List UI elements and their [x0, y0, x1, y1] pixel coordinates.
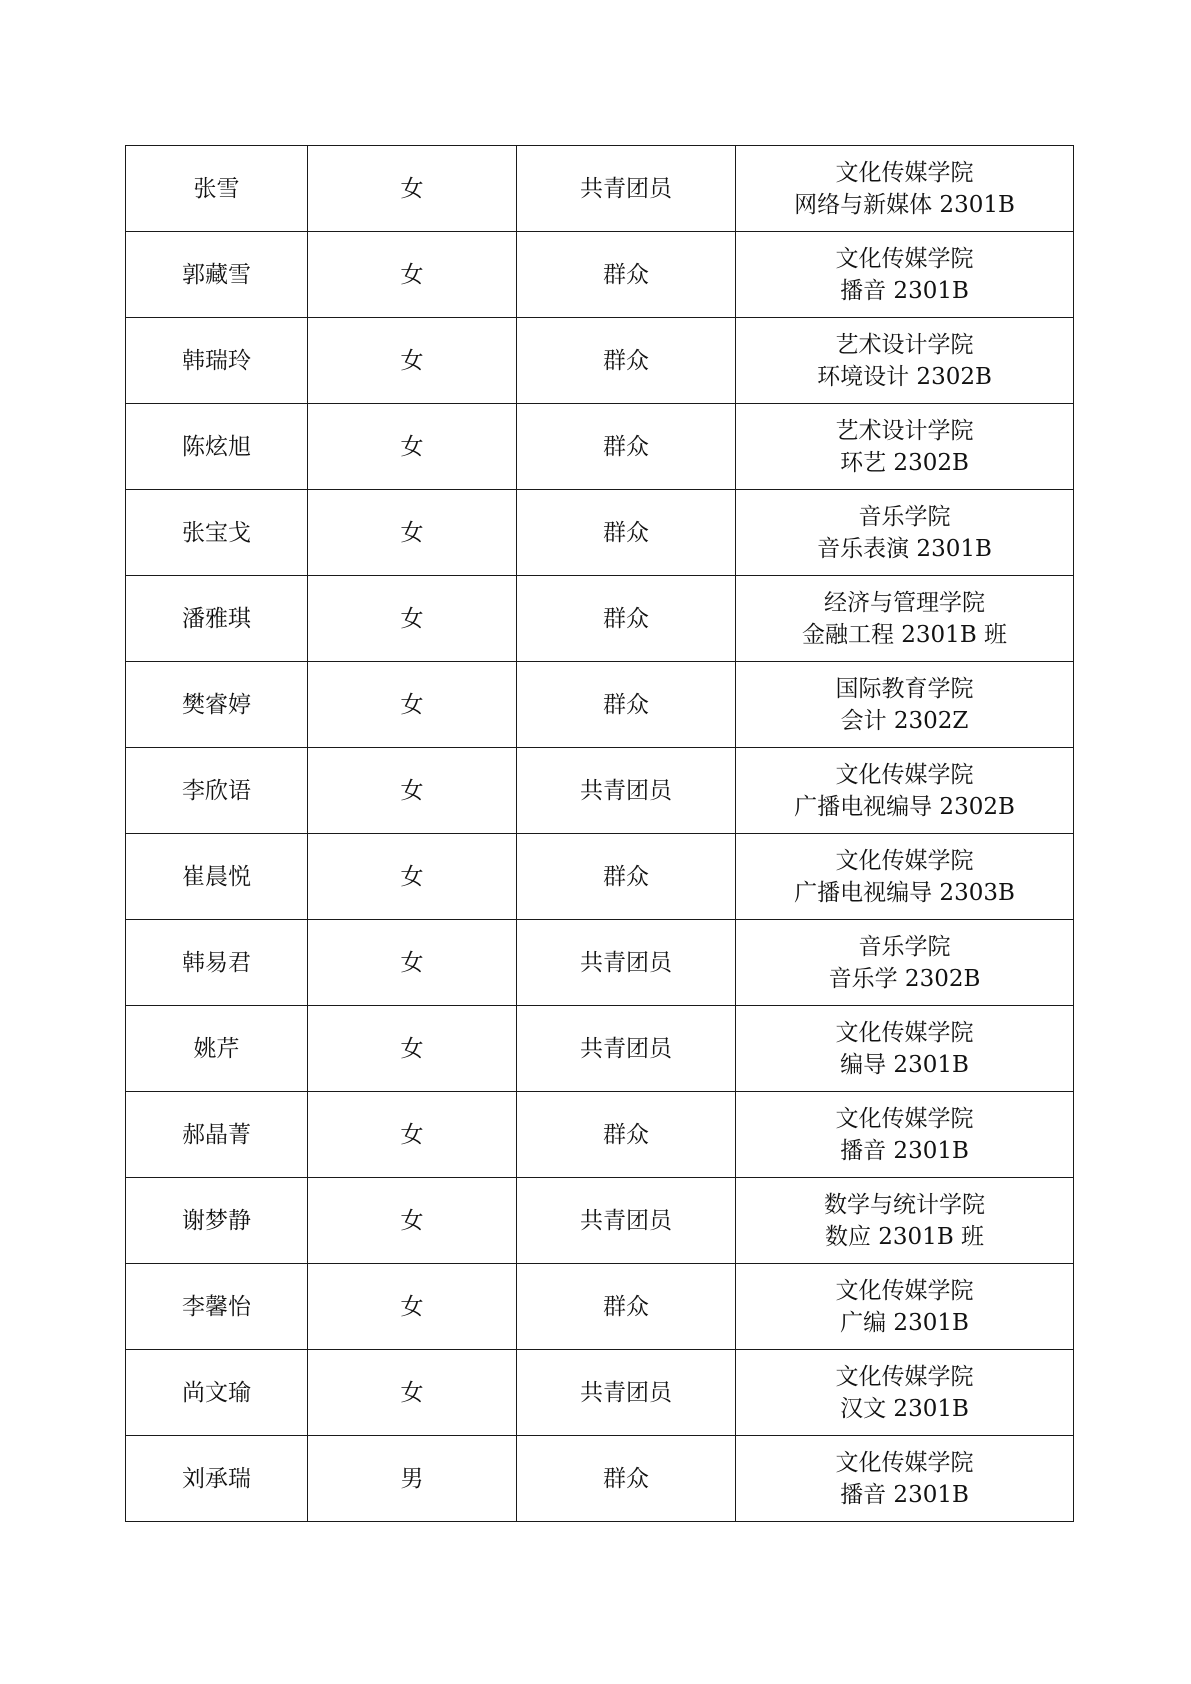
college-class-cell: [736, 318, 1074, 404]
college-name: 音乐学院: [858, 503, 951, 530]
political-status-cell: 群众: [517, 1092, 736, 1178]
gender-cell: 女: [308, 748, 517, 834]
class-name: 编导 2301B: [840, 1051, 969, 1078]
college-name: 文化传媒学院: [835, 1105, 974, 1132]
student-name-cell: 郭藏雪: [126, 232, 308, 318]
student-name-cell: 尚文瑜: [126, 1350, 308, 1436]
student-name-cell: 樊睿婷: [126, 662, 308, 748]
political-status-cell: 共青团员: [517, 1006, 736, 1092]
student-name-cell: 姚芹: [126, 1006, 308, 1092]
student-roster-table: [125, 145, 1074, 1522]
gender-cell: 女: [308, 920, 517, 1006]
class-name: 环境设计 2302B: [817, 363, 992, 390]
college-name: 国际教育学院: [835, 675, 974, 702]
table-row: [126, 1006, 1074, 1092]
student-name-cell: 潘雅琪: [126, 576, 308, 662]
college-name: 文化传媒学院: [835, 1277, 974, 1304]
table-row: [126, 1264, 1074, 1350]
college-class-cell: [736, 920, 1074, 1006]
college-name: 文化传媒学院: [835, 847, 974, 874]
gender-cell: 女: [308, 232, 517, 318]
college-class-cell: [736, 662, 1074, 748]
college-name: 文化传媒学院: [835, 1449, 974, 1476]
college-class-cell: [736, 1264, 1074, 1350]
political-status-cell: 群众: [517, 1264, 736, 1350]
student-name-cell: 郝晶菁: [126, 1092, 308, 1178]
college-name: 文化传媒学院: [835, 1363, 974, 1390]
class-name: 播音 2301B: [840, 1137, 969, 1164]
student-name-cell: 李馨怡: [126, 1264, 308, 1350]
political-status-cell: 群众: [517, 662, 736, 748]
table-row: [126, 490, 1074, 576]
gender-cell: 女: [308, 404, 517, 490]
gender-cell: 女: [308, 1264, 517, 1350]
political-status-cell: 共青团员: [517, 748, 736, 834]
college-class-cell: [736, 834, 1074, 920]
student-name-cell: 韩易君: [126, 920, 308, 1006]
political-status-cell: 群众: [517, 576, 736, 662]
gender-cell: 女: [308, 318, 517, 404]
political-status-cell: 群众: [517, 232, 736, 318]
table-row: [126, 834, 1074, 920]
political-status-cell: 群众: [517, 318, 736, 404]
college-class-cell: [736, 1350, 1074, 1436]
gender-cell: 女: [308, 1350, 517, 1436]
student-name-cell: 陈炫旭: [126, 404, 308, 490]
college-name: 经济与管理学院: [824, 589, 985, 616]
class-name: 音乐学 2302B: [828, 965, 981, 992]
student-name-cell: 韩瑞玲: [126, 318, 308, 404]
college-class-cell: [736, 576, 1074, 662]
student-name-cell: 李欣语: [126, 748, 308, 834]
gender-cell: 女: [308, 576, 517, 662]
table-row: [126, 1350, 1074, 1436]
college-name: 音乐学院: [858, 933, 951, 960]
political-status-cell: 共青团员: [517, 146, 736, 232]
college-name: 艺术设计学院: [835, 417, 974, 444]
college-class-cell: [736, 1436, 1074, 1522]
table-row: [126, 404, 1074, 490]
college-name: 数学与统计学院: [824, 1191, 985, 1218]
class-name: 汉文 2301B: [840, 1395, 969, 1422]
class-name: 会计 2302Z: [840, 707, 969, 734]
class-name: 金融工程 2301B 班: [801, 621, 1008, 648]
class-name: 网络与新媒体 2301B: [794, 191, 1015, 218]
political-status-cell: 群众: [517, 1436, 736, 1522]
college-name: 文化传媒学院: [835, 1019, 974, 1046]
college-class-cell: [736, 490, 1074, 576]
table-row: [126, 1178, 1074, 1264]
college-class-cell: [736, 748, 1074, 834]
political-status-cell: 共青团员: [517, 1178, 736, 1264]
class-name: 广编 2301B: [840, 1309, 969, 1336]
college-class-cell: [736, 1006, 1074, 1092]
table-row: [126, 662, 1074, 748]
class-name: 音乐表演 2301B: [817, 535, 992, 562]
college-name: 艺术设计学院: [835, 331, 974, 358]
gender-cell: 女: [308, 490, 517, 576]
table-row: [126, 1436, 1074, 1522]
college-class-cell: [736, 1178, 1074, 1264]
political-status-cell: 群众: [517, 404, 736, 490]
table-row: [126, 318, 1074, 404]
table-row: [126, 748, 1074, 834]
class-name: 广播电视编导 2302B: [794, 793, 1015, 820]
gender-cell: 女: [308, 146, 517, 232]
class-name: 广播电视编导 2303B: [794, 879, 1015, 906]
college-name: 文化传媒学院: [835, 245, 974, 272]
gender-cell: 女: [308, 1178, 517, 1264]
college-class-cell: [736, 232, 1074, 318]
college-class-cell: [736, 404, 1074, 490]
gender-cell: 女: [308, 834, 517, 920]
college-class-cell: [736, 146, 1074, 232]
gender-cell: 男: [308, 1436, 517, 1522]
student-name-cell: 张雪: [126, 146, 308, 232]
table-row: [126, 576, 1074, 662]
gender-cell: 女: [308, 662, 517, 748]
college-name: 文化传媒学院: [835, 159, 974, 186]
political-status-cell: 群众: [517, 834, 736, 920]
class-name: 播音 2301B: [840, 1481, 969, 1508]
political-status-cell: 共青团员: [517, 1350, 736, 1436]
college-name: 文化传媒学院: [835, 761, 974, 788]
political-status-cell: 群众: [517, 490, 736, 576]
table-row: [126, 1092, 1074, 1178]
class-name: 播音 2301B: [840, 277, 969, 304]
table-row: [126, 232, 1074, 318]
table-row: [126, 920, 1074, 1006]
student-name-cell: 刘承瑞: [126, 1436, 308, 1522]
gender-cell: 女: [308, 1006, 517, 1092]
gender-cell: 女: [308, 1092, 517, 1178]
political-status-cell: 共青团员: [517, 920, 736, 1006]
student-name-cell: 张宝戈: [126, 490, 308, 576]
table-row: [126, 146, 1074, 232]
class-name: 环艺 2302B: [840, 449, 969, 476]
college-class-cell: [736, 1092, 1074, 1178]
class-name: 数应 2301B 班: [824, 1223, 985, 1250]
student-name-cell: 谢梦静: [126, 1178, 308, 1264]
roster-table-body: [126, 146, 1074, 1522]
student-name-cell: 崔晨悦: [126, 834, 308, 920]
